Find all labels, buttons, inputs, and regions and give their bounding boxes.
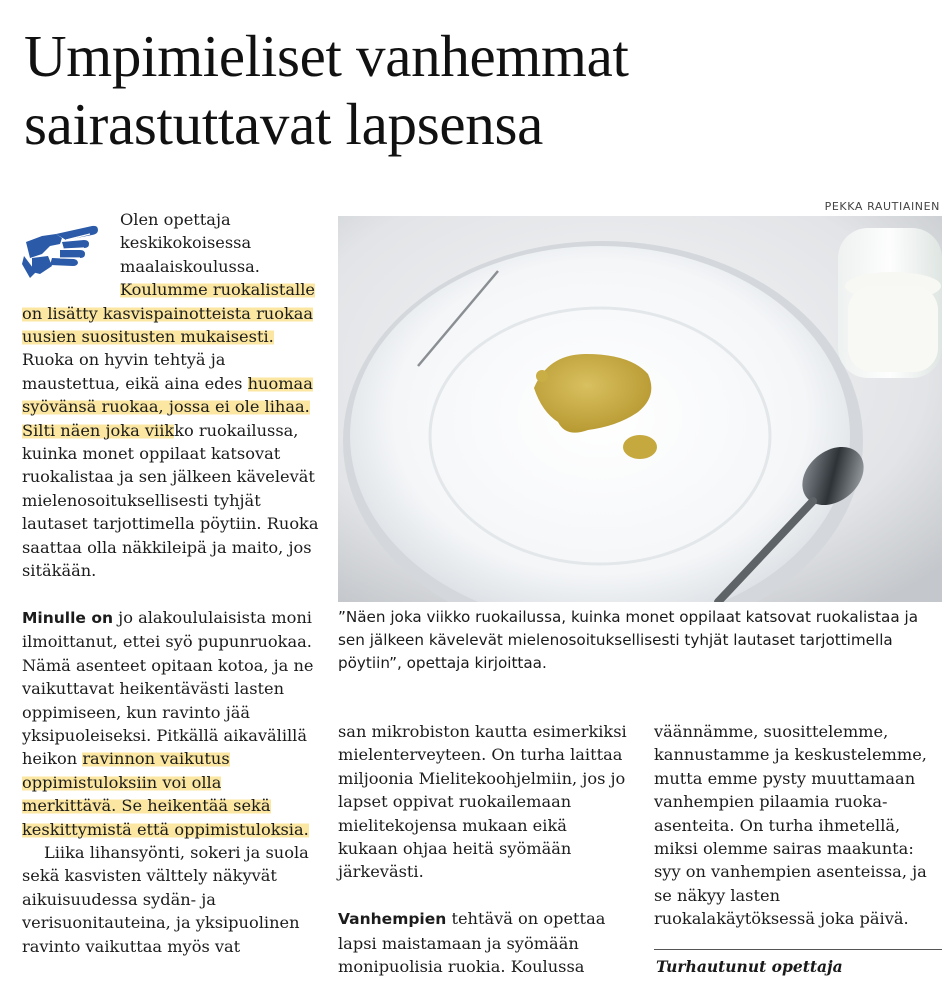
- highlight-2: huomaa syövänsä ruokaa, jossa ei ole lihaa. Silti näen joka viik: [22, 373, 313, 440]
- signature-divider: [654, 949, 942, 950]
- highlight-3: ravinnon vaikutus oppimistuloksiin voi olla merkittävä. Se heikentää sekä keskittymistä että oppimistuloksia.: [22, 749, 309, 839]
- highlight-1: Koulumme ruokalistalle on lisätty kasvispainotteista ruokaa uusien suositusten mukaisesti.: [22, 280, 315, 347]
- signature: Turhautunut opettaja: [656, 957, 843, 976]
- paragraph-2: Minulle on jo alakoululaisista moni ilmoittanut, ettei syö pupunruokaa. Nämä asenteet opitaan kotoa, ja ne vaikuttavat heikentävästi lasten oppimiseen, kun ravinto jää yksipuoleiseksi. Pitkällä aikavälillä heikon ravinnon vaikutus oppimistuloksiin voi olla merkittävä. Se heikentää sekä keskittymistä että oppimistuloksia.: [22, 607, 314, 839]
- pointing-hand-icon: [22, 212, 118, 282]
- paragraph-3: Liika lihansyönti, sokeri ja suola sekä kasvisten välttely näkyvät aikuisuudessa sydän- ja verisuonitauteina, ja yksipuolinen ravinto vaikuttaa myös vat: [22, 842, 309, 956]
- column-1: [22, 208, 320, 958]
- paragraph-4-continued: väännämme, suosittelemme, kannustamme ja keskustelemme, mutta emme pysty muuttamaan vanhempien pilaamia ruoka-asenteita. On turha ihmetellä, miksi olemme sairas maakunta: syy on vanhempien asenteissa, ja se näkyy lasten ruokalakäytöksessä joka päivä.: [654, 722, 927, 929]
- paragraph-4-lead: Vanhempien: [338, 910, 447, 929]
- photo-credit: PEKKA RAUTIAINEN: [824, 200, 940, 213]
- headline: [24, 22, 924, 158]
- headline-line-2: sairastuttavat lapsensa: [24, 91, 544, 157]
- article-photo: [338, 216, 942, 602]
- column-3: [654, 720, 944, 931]
- headline-line-1: Umpimieliset vanhemmat: [24, 23, 629, 89]
- photo-caption: ”Näen joka viikko ruokailussa, kuinka monet oppilaat katsovat ruokalistaa ja sen jälkeen kävelevät mielenosoituksellisesti tyhjät lautaset tarjottimella pöytiin”, opettaja kirjoittaa.: [338, 608, 919, 672]
- paragraph-3-continued: san mikrobiston kautta esimerkiksi mielenterveyteen. On turha laittaa miljoonia Mielitekoohjelmiin, jos jo lapset oppivat ruokailemaan mielitekojensa mukaan eikä kukaan ohjaa heitä syömään järkevästi.: [338, 722, 627, 882]
- paragraph-2-lead: Minulle on: [22, 608, 114, 627]
- paragraph-4: Vanhempien tehtävä on opettaa lapsi maistamaan ja syömään monipuolisia ruokia. Koulussa: [338, 909, 606, 977]
- paragraph-1: Olen opettaja keskikokoisessa maalaiskoulussa. Koulumme ruokalistalle on lisätty kasvispainotteista ruokaa uusien suositusten mukaisesti. Ruoka on hyvin tehtyä ja maustettua, eikä aina edes huomaa syövänsä ruokaa, jossa ei ole lihaa. Silti näen joka viikko ruokailussa, kuinka monet oppilaat katsovat ruokalistaa ja sen jälkeen kävelevät mielenosoituksellisesti tyhjät lautaset tarjottimella pöytiin. Ruoka saattaa olla näkkileipä ja maito, jos sitäkään.: [22, 210, 319, 581]
- column-2: [338, 720, 628, 978]
